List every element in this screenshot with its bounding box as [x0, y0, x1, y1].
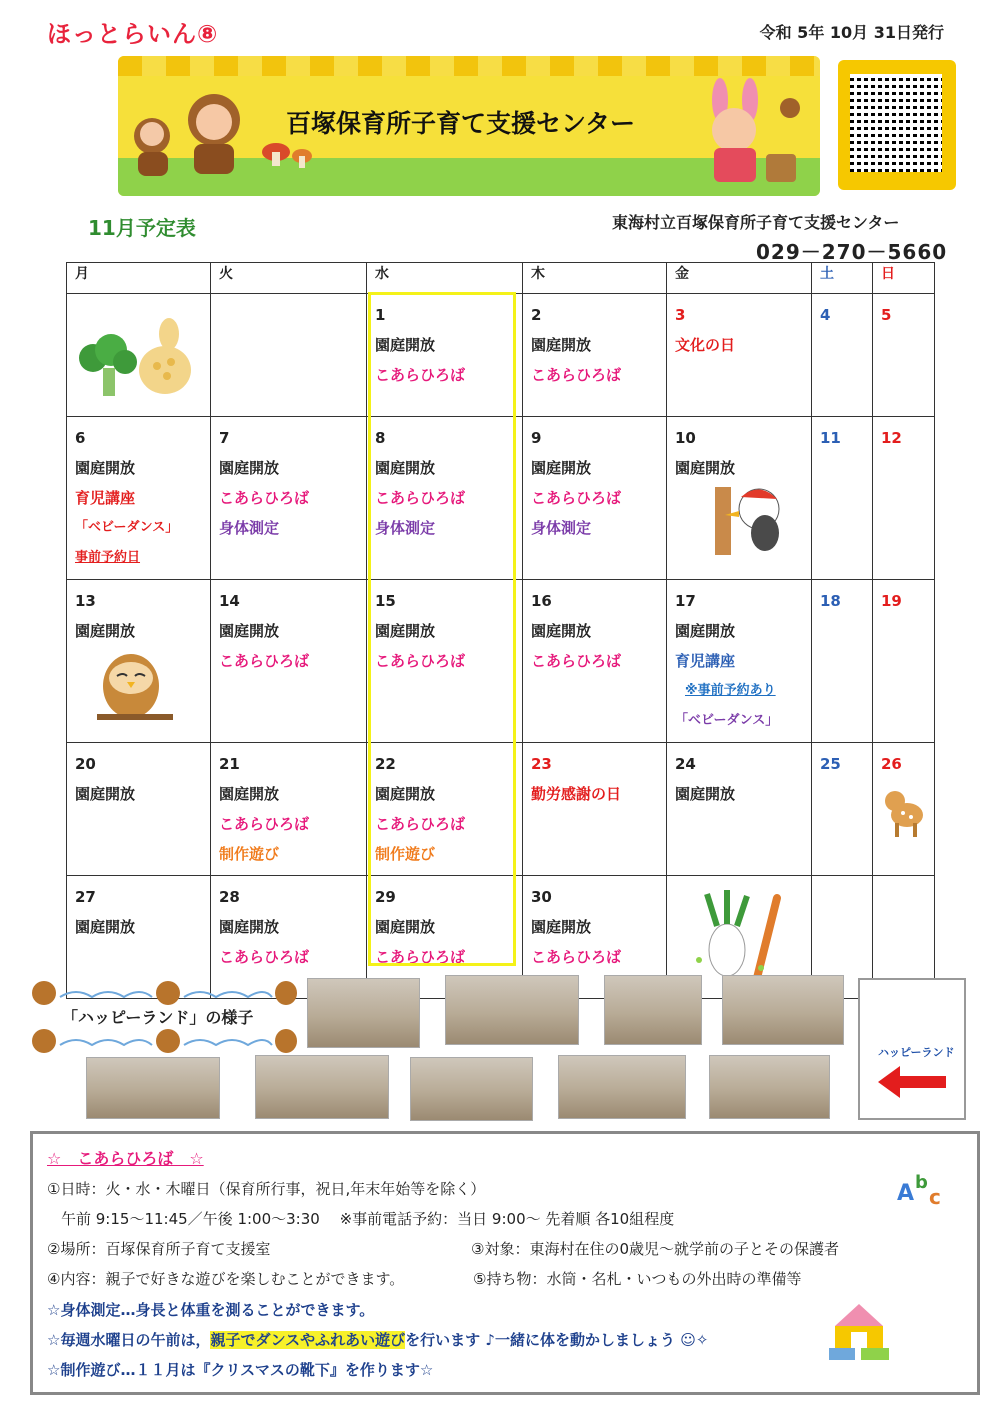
event-entei: 園庭開放	[531, 918, 592, 936]
deer-icon	[881, 783, 929, 839]
event-sokutei: 身体測定	[219, 519, 280, 537]
calendar-day-cell	[812, 294, 873, 417]
notes-line-times: 午前 9:15～11:45／午後 1:00～3:30 ※事前電話予約：当日 9:00～ 先着順 各10組程度	[61, 1210, 675, 1228]
calendar-day-cell	[67, 743, 211, 876]
calendar-day-cell	[812, 417, 873, 580]
day-number: 8	[375, 429, 386, 447]
calendar-day-cell	[873, 580, 935, 743]
event-koara: こあらひろば	[375, 489, 466, 507]
event-koara: こあらひろば	[375, 652, 466, 670]
event-koara: こあらひろば	[531, 652, 622, 670]
event-seisaku: 制作遊び	[375, 845, 436, 863]
event-entei: 園庭開放	[75, 459, 136, 477]
event-ikuji-koza: 育児講座	[75, 489, 136, 507]
event-sokutei: 身体測定	[375, 519, 436, 537]
day-number: 12	[881, 429, 902, 447]
day-number: 14	[219, 592, 240, 610]
day-number: 21	[219, 755, 240, 773]
event-koara: こあらひろば	[375, 948, 466, 966]
day-number: 25	[820, 755, 841, 773]
event-entei: 園庭開放	[375, 336, 436, 354]
event-entei: 園庭開放	[531, 622, 592, 640]
broccoli-lotus-icon	[73, 314, 203, 404]
calendar-day-cell	[67, 580, 211, 743]
photo-exercise	[709, 1055, 830, 1119]
day-number: 17	[675, 592, 696, 610]
notes-heading	[47, 1146, 204, 1169]
day-number: 9	[531, 429, 542, 447]
event-entei: 園庭開放	[375, 622, 436, 640]
arrow-left-icon	[878, 1064, 948, 1100]
wednesday-text-c: を行います ♪一緒に体を動かしましょう	[405, 1331, 675, 1349]
photo-circle	[255, 1055, 389, 1119]
event-ikuji-koza: 育児講座	[675, 652, 736, 670]
mushroom-icon	[258, 138, 318, 178]
event-entei: 園庭開放	[531, 459, 592, 477]
event-koara: こあらひろば	[219, 948, 310, 966]
day-number: 20	[75, 755, 96, 773]
calendar-day-cell	[873, 743, 935, 876]
day-number: 18	[820, 592, 841, 610]
event-entei: 園庭開放	[75, 622, 136, 640]
calendar-day-cell	[667, 743, 812, 876]
sign-text: ハッピーランド	[878, 1046, 955, 1059]
weekday-mon: 月	[67, 263, 211, 294]
event-entei: 園庭開放	[219, 918, 280, 936]
day-number: 28	[219, 888, 240, 906]
calendar-day-cell	[523, 743, 667, 876]
weekday-sun: 日	[873, 263, 935, 294]
event-koara: こあらひろば	[531, 366, 622, 384]
koara-hiroba-info-box	[30, 1131, 980, 1395]
smile-icon: ☺✧	[680, 1331, 709, 1349]
event-holiday: 勤労感謝の日	[531, 785, 622, 803]
svg-text:b: b	[915, 1172, 928, 1193]
calendar-day-cell	[211, 294, 367, 417]
weekday-wed: 水	[367, 263, 523, 294]
calendar-day-cell	[211, 580, 367, 743]
svg-text:c: c	[929, 1185, 941, 1209]
day-number: 2	[531, 306, 542, 324]
vegetables-icon	[687, 888, 787, 980]
event-entei: 園庭開放	[675, 785, 736, 803]
month-title: 11月予定表	[88, 216, 196, 240]
center-name: 東海村立百塚保育所子育て支援センター	[612, 213, 900, 232]
event-koara: こあらひろば	[219, 815, 310, 833]
day-number: 16	[531, 592, 552, 610]
day-number: 15	[375, 592, 396, 610]
notes-line-place: ②場所：百塚保育所子育て支援室	[47, 1240, 271, 1258]
photo-toys	[307, 978, 420, 1048]
event-baby-dance: 「ベビーダンス」	[75, 520, 179, 535]
day-number: 10	[675, 429, 696, 447]
day-number: 23	[531, 755, 552, 773]
calendar-day-cell	[523, 294, 667, 417]
event-koara: こあらひろば	[219, 489, 310, 507]
weekday-thu: 木	[523, 263, 667, 294]
building-blocks-icon	[825, 1302, 895, 1364]
woodpecker-icon	[711, 481, 791, 557]
event-entei: 園庭開放	[675, 459, 736, 477]
newsletter-title: ほっとらいん⑧	[47, 20, 219, 48]
event-entei: 園庭開放	[219, 622, 280, 640]
calendar-day-cell	[523, 417, 667, 580]
day-number: 3	[675, 306, 686, 324]
day-number: 29	[375, 888, 396, 906]
photo-instructor	[86, 1057, 220, 1119]
happyland-sign	[858, 978, 966, 1120]
day-number: 11	[820, 429, 841, 447]
calendar-day-cell	[211, 743, 367, 876]
weekday-sat: 土	[812, 263, 873, 294]
calendar-day-cell	[523, 580, 667, 743]
calendar-day-cell	[812, 743, 873, 876]
day-number: 13	[75, 592, 96, 610]
calendar-day-cell	[812, 580, 873, 743]
day-number: 5	[881, 306, 892, 324]
issue-date: 令和 5年 10月 31日発行	[759, 23, 944, 42]
calendar-day-cell	[667, 580, 812, 743]
wednesday-text-highlight: 親子でダンスやふれあい遊び	[210, 1331, 406, 1349]
photo-dance	[604, 975, 702, 1045]
notes-heading-text: ☆ こあらひろば ☆	[47, 1149, 204, 1168]
event-koara: こあらひろば	[531, 948, 622, 966]
event-sokutei: 身体測定	[531, 519, 592, 537]
day-number: 24	[675, 755, 696, 773]
notes-line-wednesday	[47, 1329, 708, 1350]
event-entei: 園庭開放	[531, 336, 592, 354]
notes-line-sokutei: ☆身体測定…身長と体重を測ることができます。	[47, 1301, 375, 1319]
day-number: 27	[75, 888, 96, 906]
calendar-day-cell	[873, 417, 935, 580]
wednesday-text-a: ☆毎週水曜日の午前は，	[47, 1331, 211, 1349]
event-koara: こあらひろば	[219, 652, 310, 670]
event-entei: 園庭開放	[219, 459, 280, 477]
notes-line-datetime: ①日時：火・水・木曜日（保育所行事，祝日,年末年始等を除く）	[47, 1180, 486, 1198]
event-koara: こあらひろば	[375, 366, 466, 384]
weekday-header-row	[67, 263, 935, 294]
owl-icon	[97, 648, 177, 724]
calendar-day-cell	[667, 417, 812, 580]
event-entei: 園庭開放	[675, 622, 736, 640]
calendar-day-cell	[67, 417, 211, 580]
happyland-caption: 「ハッピーランド」の様子	[62, 1008, 254, 1027]
curtain-decoration	[118, 56, 820, 76]
svg-text:A: A	[897, 1181, 915, 1206]
event-entei: 園庭開放	[375, 918, 436, 936]
event-baby-dance: 「ベビーダンス」	[675, 713, 779, 728]
event-reservation-note: ※事前予約あり	[685, 683, 776, 698]
day-number: 22	[375, 755, 396, 773]
event-entei: 園庭開放	[375, 785, 436, 803]
photo-crawl	[722, 975, 844, 1045]
event-reservation-day: 事前予約日	[75, 550, 141, 565]
banner	[118, 56, 820, 196]
event-koara: こあらひろば	[375, 815, 466, 833]
event-seisaku: 制作遊び	[219, 845, 280, 863]
photo-hoops	[558, 1055, 686, 1119]
day-number: 19	[881, 592, 902, 610]
notes-line-seisaku: ☆制作遊び…１１月は『クリスマスの靴下』を作ります☆	[47, 1361, 434, 1379]
event-koara: こあらひろば	[531, 489, 622, 507]
rabbit-character-icon	[678, 78, 818, 186]
calendar-day-cell	[873, 294, 935, 417]
center-phone: 029－270－5660	[756, 240, 948, 264]
photo-gym-group	[445, 975, 579, 1045]
event-entei: 園庭開放	[75, 918, 136, 936]
wednesday-highlight-frame	[368, 292, 516, 966]
notes-line-belongings: ⑤持ち物：水筒・名札・いつもの外出時の準備等	[473, 1270, 802, 1288]
calendar-day-cell	[667, 294, 812, 417]
qr-code[interactable]	[838, 60, 956, 190]
day-number: 30	[531, 888, 552, 906]
qr-code-icon	[850, 74, 942, 172]
event-entei: 園庭開放	[219, 785, 280, 803]
day-number: 26	[881, 755, 902, 773]
photo-tunnel	[410, 1057, 533, 1121]
weekday-fri: 金	[667, 263, 812, 294]
abc-letters-icon	[895, 1164, 951, 1210]
notes-line-target: ③対象：東海村在住の0歳児～就学前の子とその保護者	[471, 1240, 839, 1258]
day-number: 7	[219, 429, 230, 447]
weekday-tue: 火	[211, 263, 367, 294]
banner-title: 百塚保育所子育て支援センター	[286, 109, 636, 138]
event-holiday: 文化の日	[675, 336, 736, 354]
day-number: 4	[820, 306, 831, 324]
day-number: 1	[375, 306, 386, 324]
event-entei: 園庭開放	[375, 459, 436, 477]
calendar-day-cell	[67, 294, 211, 417]
notes-line-content: ④内容：親子で好きな遊びを楽しむことができます。	[47, 1270, 405, 1288]
calendar-day-cell	[211, 417, 367, 580]
event-entei: 園庭開放	[75, 785, 136, 803]
day-number: 6	[75, 429, 86, 447]
